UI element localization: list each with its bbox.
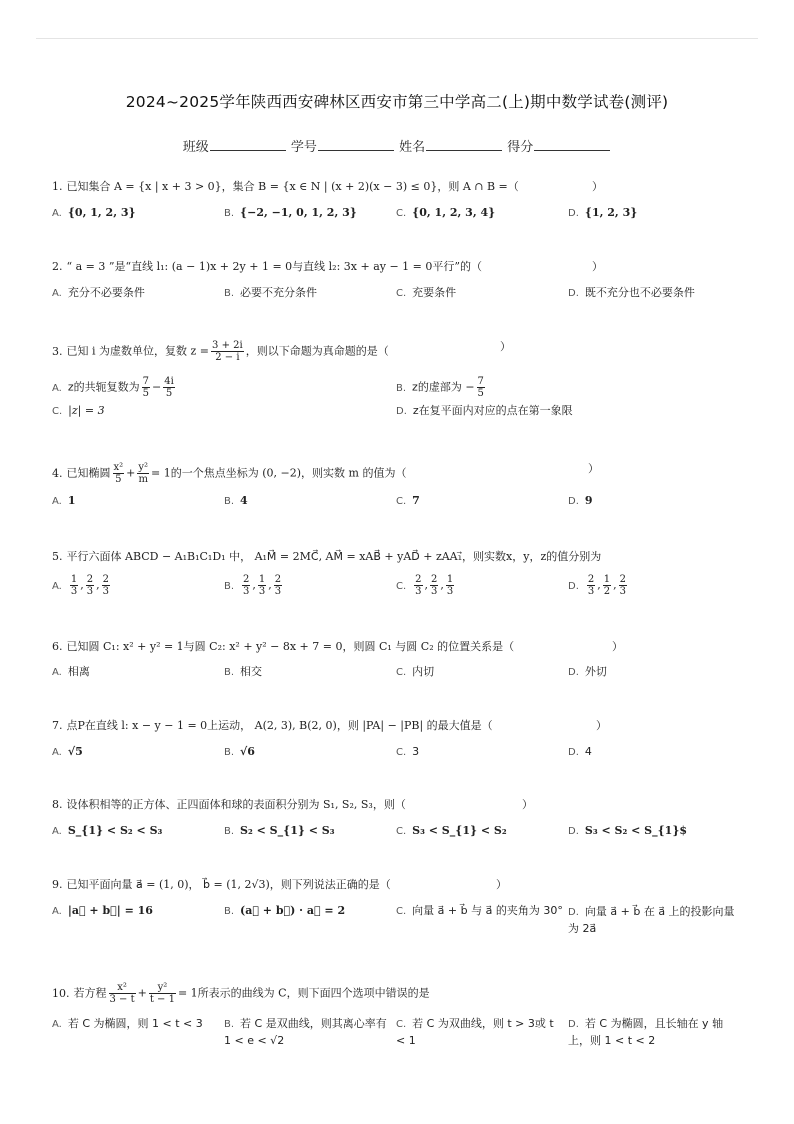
question-5: [52, 550, 752, 564]
page-title: 2024~2025学年陕西西安碑林区西安市第三中学高二(上)期中数学试卷(测评): [125, 93, 669, 111]
option-d[interactable]: D. z在复平面内对应的点在第一象限: [396, 404, 573, 417]
question-stem-pre: 已知 i 为虚数单位，复数 z =: [66, 344, 210, 358]
question-8: [52, 798, 752, 812]
student-info-row: [0, 136, 794, 155]
option-d[interactable]: D. 向量 a⃗ + b⃗ 在 a⃗ 上的投影向量为 2a⃗: [568, 905, 735, 935]
answer-paren-close: ）: [500, 340, 511, 353]
option-a[interactable]: A. 1: [52, 494, 76, 507]
question-2: [52, 260, 752, 274]
question-number: 9.: [52, 878, 63, 891]
question-stem: 点P在直线 l: x − y − 1 = 0上运动， A(2, 3), B(2, 0)，则 |PA| − |PB| 的最大值是（: [66, 719, 493, 732]
option-b[interactable]: B. z的虚部为 − $\frac{7}{5}$: [396, 376, 484, 399]
question-4: 4. 已知椭圆 $\frac{\text{x²}}{5}$ + $\frac{\text{y²}}{m}$ = 1的一个焦点坐标为 (0, −2)，则实数 m 的值为（ ）: [52, 462, 599, 485]
question-stem-post: = 1的一个焦点坐标为 (0, −2)，则实数 m 的值为（: [151, 466, 407, 480]
question-number: 2.: [52, 260, 63, 273]
option-b[interactable]: B. 4: [224, 494, 248, 507]
question-stem-post: = 1所表示的曲线为 C，则下面四个选项中错误的是: [177, 986, 430, 1000]
field-name-blank[interactable]: [426, 139, 502, 151]
option-d[interactable]: D. 既不充分也不必要条件: [568, 286, 695, 299]
option-c[interactable]: C. 内切: [396, 665, 435, 678]
option-b[interactable]: B. (a⃗ + b⃗) · a⃗ = 2: [224, 904, 346, 917]
option-d[interactable]: D. S₃ < S₂ < S_{1}$: [568, 824, 688, 837]
option-a[interactable]: A. √5: [52, 745, 83, 758]
option-a[interactable]: A. z的共轭复数为 $\frac{7}{5}$ − $\frac{4i}{5}$: [52, 376, 174, 399]
question-number: 4.: [52, 466, 63, 480]
top-rule: [36, 38, 758, 39]
field-id-label: 学号: [290, 140, 317, 155]
option-b[interactable]: B. {−2, −1, 0, 1, 2, 3}: [224, 206, 357, 219]
question-stem-pre: 若方程: [73, 986, 107, 1000]
question-stem-pre: 已知椭圆: [66, 466, 111, 480]
option-d[interactable]: D. 若 C 为椭圆，且长轴在 y 轴上，则 1 < t < 2: [568, 1017, 724, 1047]
option-a[interactable]: A. |a⃗ + b⃗| = 16: [52, 904, 153, 917]
answer-paren-close: ）: [588, 462, 599, 475]
option-d[interactable]: D. $\frac{2}{3}$ , $\frac{1}{2}$ , $\frac{2}{3}$: [568, 574, 627, 597]
question-stem: 已知集合 A = {x | x + 3 > 0}，集合 B = {x ∈ N | (x + 2)(x − 3) ≤ 0}，则 A ∩ B =（: [66, 180, 519, 193]
question-3: [52, 340, 752, 363]
question-1: [52, 180, 752, 194]
question-stem: 设体积相等的正方体、正四面体和球的表面积分别为 S₁, S₂, S₃，则（: [66, 798, 406, 811]
option-b[interactable]: B. √6: [224, 745, 255, 758]
question-number: 6.: [52, 640, 63, 653]
question-stem: 已知平面向量 a⃗ = (1, 0)， b⃗ = (1, 2√3)，则下列说法正确的是（: [66, 878, 391, 891]
option-d[interactable]: D. 4: [568, 745, 592, 758]
option-b[interactable]: B. 相交: [224, 665, 263, 678]
option-a[interactable]: A. 相离: [52, 665, 90, 678]
question-stem: “ a = 3 ”是“直线 l₁: (a − 1)x + 2y + 1 = 0与直线 l₂: 3x + ay − 1 = 0平行”的（: [66, 260, 483, 273]
field-id-blank[interactable]: [318, 139, 394, 151]
option-c[interactable]: C. 3: [396, 745, 420, 758]
option-b[interactable]: B. $\frac{2}{3}$ , $\frac{1}{3}$ , $\frac{2}{3}$: [224, 574, 282, 597]
field-score-blank[interactable]: [534, 139, 610, 151]
question-number: 3.: [52, 344, 63, 358]
option-a[interactable]: A. $\frac{1}{3}$ , $\frac{2}{3}$ , $\frac{2}{3}$: [52, 574, 109, 597]
question-number: 5.: [52, 550, 63, 563]
option-b[interactable]: B. 必要不充分条件: [224, 286, 318, 299]
answer-paren-close: ）: [496, 878, 507, 891]
question-10: 10. 若方程 $\frac{\text{x²}}{3 - t}$ + $\frac{\text{y²}}{t - 1}$ = 1所表示的曲线为 C，则下面四个选项中错误的是: [52, 982, 430, 1005]
option-d[interactable]: D. 外切: [568, 665, 607, 678]
option-d[interactable]: D. 9: [568, 494, 593, 507]
option-b[interactable]: B. 若 C 是双曲线，则其离心率有 1 < e < √2: [224, 1017, 387, 1047]
answer-paren-close: ）: [596, 719, 607, 732]
question-9: [52, 878, 752, 892]
question-number: 7.: [52, 719, 63, 732]
answer-paren-close: ）: [592, 260, 603, 273]
field-class-label: 班级: [182, 140, 209, 155]
question-6: [52, 640, 752, 654]
option-c[interactable]: C. {0, 1, 2, 3, 4}: [396, 206, 496, 219]
answer-paren-close: ）: [592, 180, 603, 193]
option-a[interactable]: A. 充分不必要条件: [52, 286, 145, 299]
option-b[interactable]: B. S₂ < S_{1} < S₃: [224, 824, 335, 837]
option-c[interactable]: C. 充要条件: [396, 286, 457, 299]
question-stem: 平行六面体 ABCD − A₁B₁C₁D₁ 中， A₁M⃗ = 2MC⃗, AM⃗ = xAB⃗ + yAD⃗ + zAA₁⃗，则实数x，y，z的值分别为: [66, 550, 602, 563]
field-class-blank[interactable]: [210, 139, 286, 151]
question-number: 8.: [52, 798, 63, 811]
option-c[interactable]: C. $\frac{2}{3}$ , $\frac{2}{3}$ , $\frac{1}{3}$: [396, 574, 454, 597]
field-name-label: 姓名: [399, 140, 426, 155]
question-stem: 已知圆 C₁: x² + y² = 1与圆 C₂: x² + y² − 8x + 7 = 0，则圆 C₁ 与圆 C₂ 的位置关系是（: [66, 640, 515, 653]
option-c[interactable]: C. S₃ < S_{1} < S₂: [396, 824, 507, 837]
option-a[interactable]: A. 若 C 为椭圆，则 1 < t < 3: [52, 1017, 203, 1030]
option-c[interactable]: C. 若 C 为双曲线，则 t > 3或 t < 1: [396, 1017, 554, 1047]
answer-paren-close: ）: [612, 640, 623, 653]
option-a[interactable]: A. S_{1} < S₂ < S₃: [52, 824, 163, 837]
question-number: 1.: [52, 180, 63, 193]
option-c[interactable]: C. 7: [396, 494, 420, 507]
field-score-label: 得分: [507, 140, 534, 155]
question-7: [52, 719, 752, 733]
option-c[interactable]: C. |z| = 3: [52, 404, 105, 417]
answer-paren-close: ）: [522, 798, 533, 811]
option-c[interactable]: C. 向量 a⃗ + b⃗ 与 a⃗ 的夹角为 30°: [396, 904, 563, 917]
stem-fraction: $\frac{3 + 2i}{2 - i}$: [212, 340, 243, 363]
option-d[interactable]: D. {1, 2, 3}: [568, 206, 638, 219]
option-a[interactable]: A. {0, 1, 2, 3}: [52, 206, 136, 219]
question-stem-post: ，则以下命题为真命题的是（: [245, 344, 389, 358]
question-number: 10.: [52, 986, 70, 1000]
